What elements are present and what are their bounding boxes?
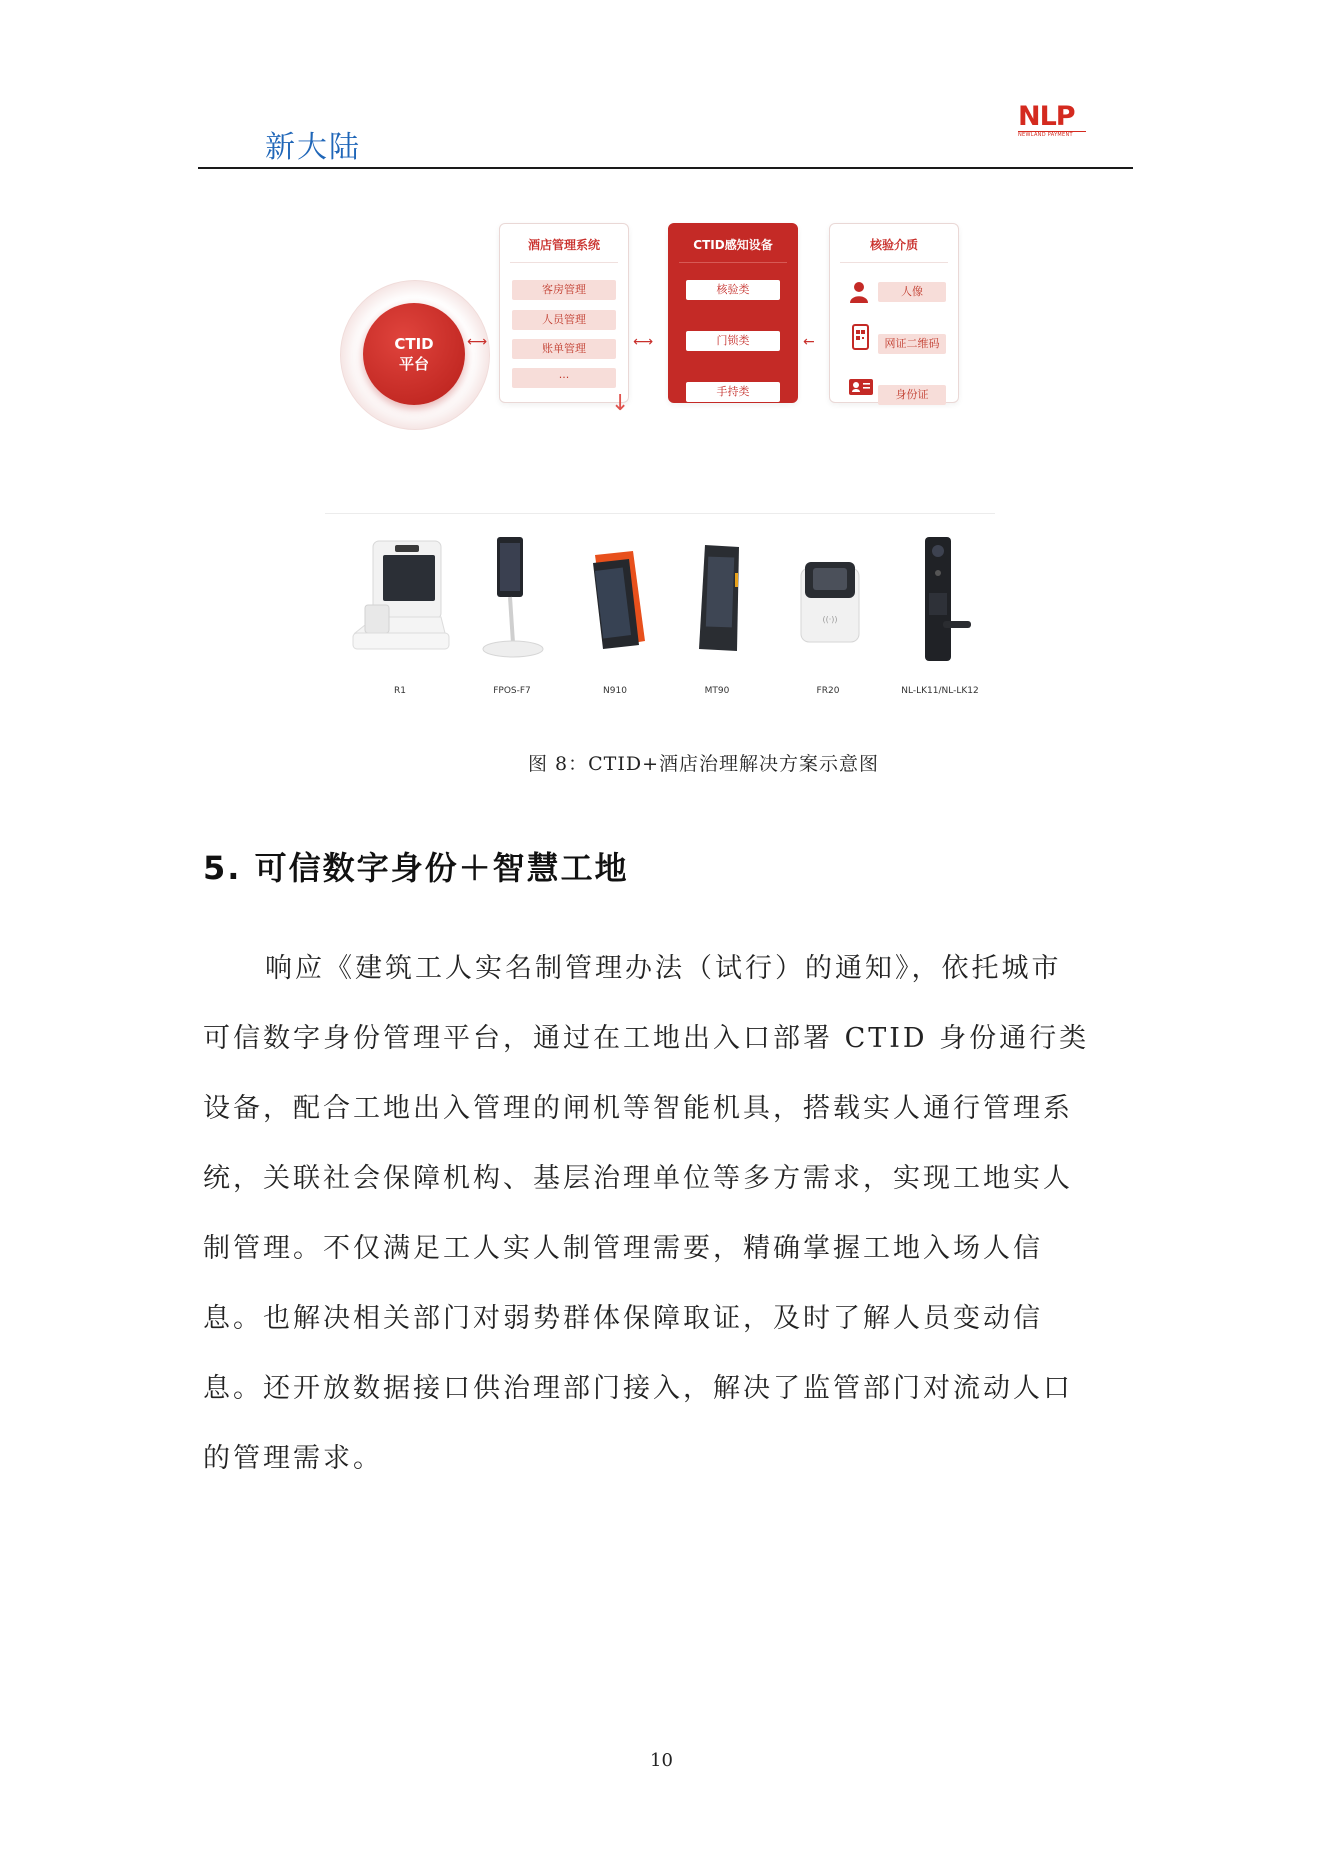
paragraph-line: 制管理。不仅满足工人实人制管理需要，精确掌握工地入场人信 [203, 1233, 1043, 1264]
section-heading: 5. 可信数字身份＋智慧工地 [203, 849, 629, 887]
paragraph-line: 响应《建筑工人实名制管理办法（试行）的通知》，依托城市 [265, 953, 1062, 984]
media-item: 身份证 [878, 385, 946, 405]
id-card-icon [848, 374, 874, 400]
person-icon [848, 279, 874, 305]
page-number: 10 [650, 1750, 673, 1771]
panel-divider [679, 262, 787, 263]
panel-divider [840, 262, 948, 263]
ctid-label: CTID [394, 335, 434, 353]
logo-letters: NLP [1018, 101, 1075, 132]
media-panel-title: 核验介质 [869, 238, 918, 252]
company-logo [1018, 103, 1088, 137]
device-label: NL-LK11/NL-LK12 [901, 686, 979, 696]
paragraph-line: 息。也解决相关部门对弱势群体保障取证，及时了解人员变动信 [203, 1303, 1043, 1334]
svg-text:((·)): ((·)) [822, 615, 838, 624]
device-type-item: 核验类 [686, 280, 780, 300]
left-arrow-icon: ← [803, 334, 815, 350]
fpos-f7-image [465, 533, 555, 668]
fr20-scanner-image [785, 538, 875, 668]
verification-media-panel [829, 223, 959, 403]
panel-divider [510, 262, 618, 263]
device-label: MT90 [704, 686, 730, 696]
mt90-handheld-image [675, 533, 765, 668]
n910-pos-image [573, 533, 663, 668]
down-arrow-icon: ↓ [611, 391, 630, 416]
paragraph-line: 统，关联社会保障机构、基层治理单位等多方需求，实现工地实人 [203, 1163, 1073, 1194]
logo-tagline: NEWLAND PAYMENT [1018, 131, 1086, 138]
hotel-system-panel [499, 223, 629, 403]
hotel-item: 客房管理 [512, 280, 616, 300]
paragraph-line: 可信数字身份管理平台，通过在工地出入口部署 CTID 身份通行类 [203, 1023, 1090, 1054]
device-type-item: 门锁类 [686, 331, 780, 351]
ctid-device-panel [668, 223, 798, 403]
ctid-platform-node [363, 303, 465, 405]
double-arrow-icon: ⟷ [633, 334, 654, 350]
device-label: N910 [603, 686, 627, 696]
hotel-item: ··· [512, 368, 616, 388]
platform-label: 平台 [398, 355, 429, 373]
paragraph-line: 的管理需求。 [203, 1443, 383, 1474]
smart-lock-image [893, 533, 983, 668]
media-item: 网证二维码 [878, 334, 946, 354]
device-label: FPOS-F7 [493, 686, 531, 696]
hotel-item: 账单管理 [512, 339, 616, 359]
device-panel-title: CTID感知设备 [693, 238, 773, 252]
media-item: 人像 [878, 282, 946, 302]
hotel-panel-title: 酒店管理系统 [527, 238, 600, 252]
paragraph-line: 息。还开放数据接口供治理部门接入，解决了监管部门对流动人口 [203, 1373, 1073, 1404]
hotel-item: 人员管理 [512, 310, 616, 330]
device-label: R1 [394, 686, 406, 696]
r1-terminal-image [345, 533, 455, 668]
device-type-item: 手持类 [686, 382, 780, 402]
paragraph-line: 设备，配合工地出入管理的闸机等智能机具，搭载实人通行管理系 [203, 1093, 1073, 1124]
header-divider [198, 167, 1133, 169]
double-arrow-icon: ⟷ [467, 334, 488, 350]
brand-name: 新大陆 [265, 130, 361, 165]
device-label: FR20 [816, 686, 840, 696]
figure-divider [325, 513, 995, 514]
qr-phone-icon [848, 324, 874, 350]
figure-caption: 图 8：CTID+酒店治理解决方案示意图 [528, 753, 879, 775]
solution-diagram [325, 208, 995, 713]
